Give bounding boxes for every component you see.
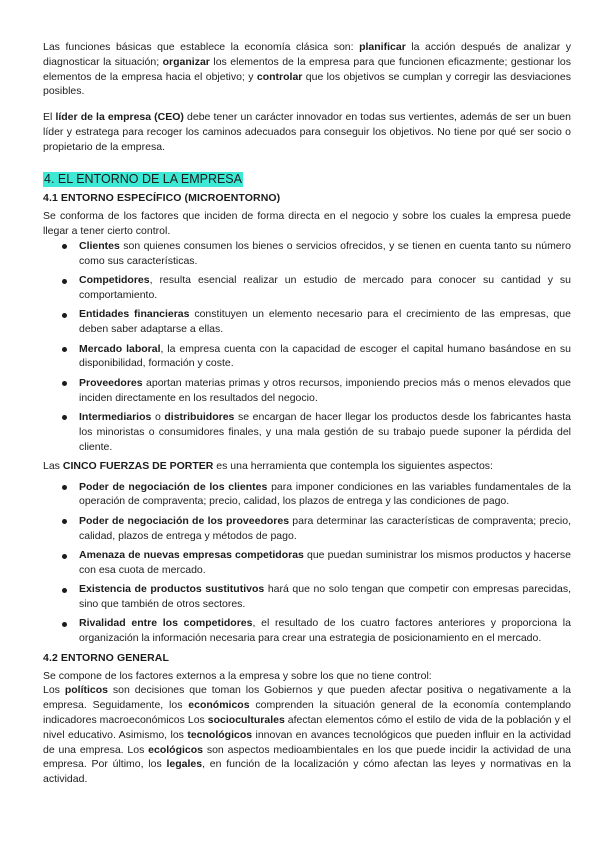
bullet-icon: [62, 313, 67, 318]
bold-term: económicos: [188, 699, 250, 712]
microenvironment-list: [43, 239, 571, 454]
paragraph-porter-intro: Las CINCO FUERZAS DE PORTER es una herramienta que contempla los siguientes aspectos:: [43, 459, 493, 472]
bullet-icon: [62, 554, 67, 559]
bold-term: controlar: [256, 70, 303, 83]
list-item: Clientes son quienes consumen los bienes o servicios ofrecidos, y se tienen en cuenta tanto su número como sus características.: [43, 239, 571, 269]
bullet-icon: [62, 279, 67, 284]
bullet-icon: [62, 485, 67, 490]
list-item: Existencia de productos sustitutivos hará que no solo tengan que competir con empresas parecidas, sino que también de otros sectores.: [43, 582, 571, 612]
bullet-icon: [62, 588, 67, 593]
paragraph-general-environment-factors: Los políticos son decisiones que toman los Gobiernos y que pueden afectar positiva o negativamente a la empresa. Seguidamente, los económicos comprenden la situación general de la economía contemplando indicadores macroeconómicos Los socioculturales afectan elementos cómo el estilo de vida de la población y el nivel educativo. Asimismo, los tecnológicos innovan en avances tecnológicos que pueden influir en la actividad de una empresa. Los ecológicos son aspectos medioambientales en los que puede incidir la actividad de una empresa. Por último, los legales, en función de la localización y cómo afectan las leyes y normativas en la actividad.: [43, 684, 572, 786]
subsection-heading: 4.1 ENTORNO ESPECÍFICO (MICROENTORNO): [43, 192, 281, 205]
bullet-icon: [62, 244, 67, 249]
bullet-icon: [62, 415, 67, 420]
list-item: Mercado laboral, la empresa cuenta con la capacidad de escoger el capital humano basándose en su disponibilidad, formación y coste.: [43, 342, 571, 372]
bold-term: planificar: [359, 41, 406, 53]
bold-term: organizar: [162, 55, 210, 68]
paragraph-basic-functions: Las funciones básicas que establece la economía clásica son: planificar la acción después de analizar y diagnosticar la situación; organizar los elementos de la empresa para que funcionen eficazmente; gestionar los elementos de la empresa hacia el objetivo; y controlar que los objetivos se cumplan y corregir las desviaciones posibles.: [43, 41, 571, 98]
list-item: Poder de negociación de los proveedores para determinar las características de compraventa; precio, calidad, plazos de entrega y métodos de pago.: [43, 514, 571, 544]
document-body: [43, 40, 571, 787]
paragraph-general-environment-intro: Se compone de los factores externos a la empresa y sobre los que no tiene control:: [43, 669, 432, 682]
subsection-heading: 4.2 ENTORNO GENERAL: [43, 651, 169, 664]
bold-term: legales: [166, 758, 203, 771]
bullet-icon: [62, 347, 67, 352]
bullet-icon: [62, 622, 67, 627]
bold-term: tecnológicos: [187, 728, 253, 741]
paragraph-ceo: El líder de la empresa (CEO) debe tener un carácter innovador en todas sus vertientes, además de ser un buen líder y estratega para recoger los caminos adecuados para conseguir los objetivos. No tiene por qué ser socio o propietario de la empresa.: [43, 111, 571, 153]
porter-forces-list: [43, 480, 571, 646]
list-item: Intermediarios o distribuidores se encargan de hacer llegar los productos desde los fabricantes hasta los minoristas o consumidores finales, y una mala gestión de su trabajo puede suponer la pérdida del cliente.: [43, 410, 571, 454]
list-item: Rivalidad entre los competidores, el resultado de los cuatro factores anteriores y proporciona la organización la información necesaria para crear una estrategia de posicionamiento en el mercado.: [43, 616, 571, 646]
bold-term: políticos: [64, 684, 109, 697]
paragraph-microenvironment-intro: Se conforma de los factores que inciden de forma directa en el negocio y sobre los cuales la empresa puede llegar a tener cierto control.: [43, 210, 571, 238]
bold-term: socioculturales: [207, 714, 285, 727]
list-item: Entidades financieras constituyen un elemento necesario para el crecimiento de las empresas, que deben saber adaptarse a ellas.: [43, 307, 571, 337]
bold-term: ecológicos: [148, 743, 204, 756]
list-item: Competidores, resulta esencial realizar un estudio de mercado para conocer su cantidad y su comportamiento.: [43, 273, 571, 303]
list-item: Poder de negociación de los clientes para imponer condiciones en las variables fundamentales de la operación de compraventa; precio, calidad, los plazos de entrega y las condiciones de pago.: [43, 480, 571, 510]
bold-term: líder de la empresa (CEO): [55, 111, 184, 124]
bullet-icon: [62, 381, 67, 386]
bullet-icon: [62, 519, 67, 524]
bold-term: CINCO FUERZAS DE PORTER: [62, 459, 214, 472]
section-heading: 4. EL ENTORNO DE LA EMPRESA: [44, 171, 242, 186]
list-item: Amenaza de nuevas empresas competidoras que puedan suministrar los mismos productos y hacerse con esa cuota de mercado.: [43, 548, 571, 578]
list-item: Proveedores aportan materias primas y otros recursos, imponiendo precios más o menos elevados que inciden directamente en los resultados del negocio.: [43, 376, 571, 406]
